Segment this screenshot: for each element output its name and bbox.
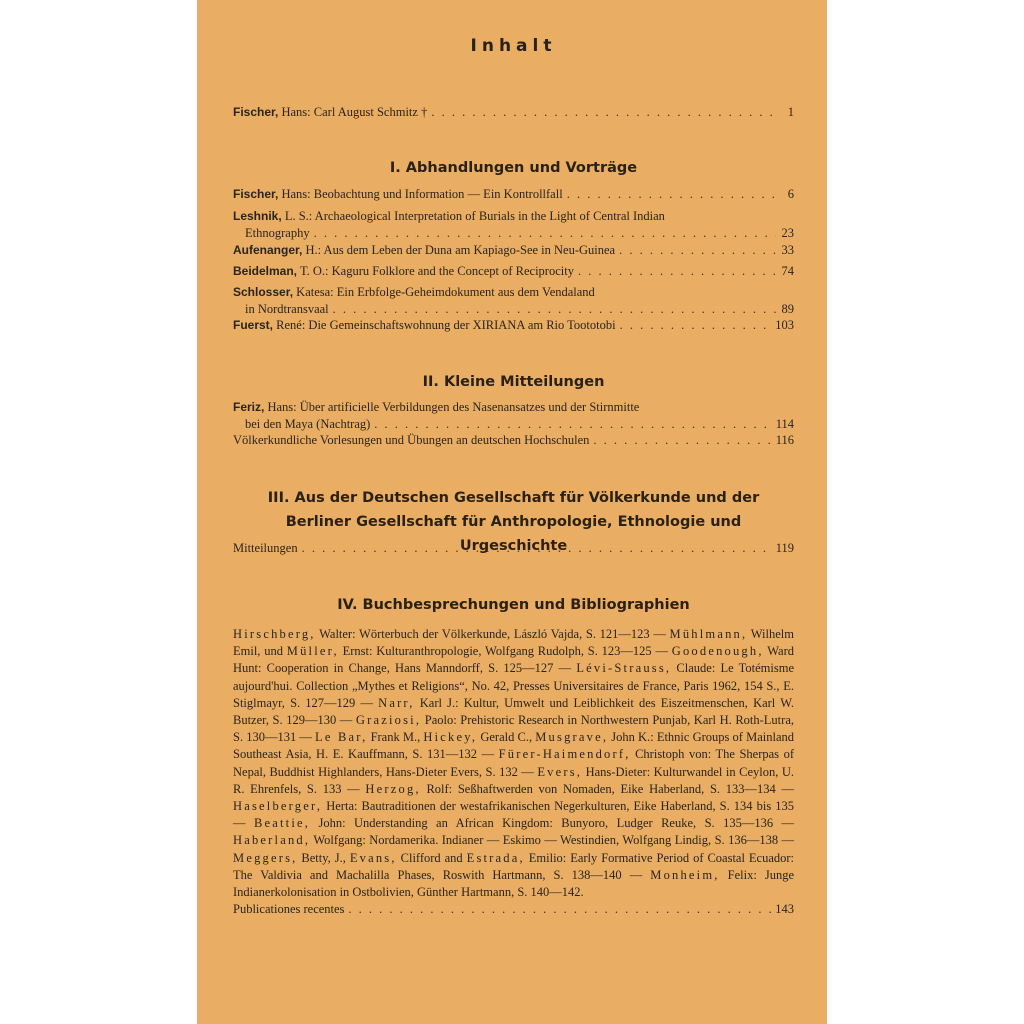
reviewed-author: Müller, — [286, 644, 339, 659]
entry-page: 114 — [775, 417, 794, 431]
leader-dots — [578, 263, 776, 280]
entry-title: L. S.: Archaeological Interpretation of Burials in the Light of Central Indian — [284, 209, 665, 223]
leader-dots — [374, 416, 771, 433]
toc-entry — [233, 399, 794, 433]
entry-title: Hans: Beobachtung und Information — Ein Kontrollfall — [281, 187, 563, 201]
entry-title: Publicationes recentes — [233, 902, 345, 917]
leader-dots — [348, 901, 771, 918]
entry-title: Hans: Carl August Schmitz † — [281, 105, 428, 119]
entry-page: 116 — [775, 433, 794, 447]
reviewed-author: Mühlmann, — [669, 627, 748, 641]
book-reviews-text — [233, 627, 794, 899]
reviewed-author: Meggers, — [233, 850, 298, 865]
entry-title: H.: Aus dem Leben der Duna am Kapiago-See in Neu-Guinea — [305, 243, 616, 257]
reviewed-author: Beattie, — [253, 816, 311, 831]
review-text: Felix: Junge Indianerkolonisation in Ostbolivien, Günther Hartmann, S. 140—142. — [233, 867, 794, 900]
reviewed-author: Musgrave, — [535, 730, 609, 745]
book-reviews-paragraph — [233, 626, 794, 918]
review-text: Frank M., — [367, 730, 424, 745]
toc-entry — [233, 263, 794, 280]
toc-entry — [233, 540, 794, 557]
review-text: John: Understanding an African Kingdom: Bunyoro, Ludger Reuke, S. 135—136 — — [310, 816, 794, 831]
entry-author: Leshnik, — [233, 209, 282, 223]
entry-title: Völkerkundliche Vorlesungen und Übungen an deutschen Hochschulen — [233, 433, 590, 447]
document-page — [197, 0, 827, 1024]
toc-entry — [233, 284, 794, 318]
reviewed-author: Hirschberg, — [233, 627, 316, 641]
entry-author: Feriz, — [233, 400, 265, 414]
section-heading-4: IV. Buchbesprechungen und Bibliographien — [337, 597, 690, 613]
entry-title-cont: in Nordtransvaal — [245, 302, 329, 316]
reviewed-author: Goodenough, — [671, 644, 764, 659]
toc-entry — [233, 901, 794, 918]
toc-entry — [233, 242, 794, 259]
review-text: Ward Hunt: Cooperation in Change, Hans Manndorff, S. 125—127 — — [233, 644, 794, 676]
reviewed-author: Graziosi, — [355, 713, 422, 728]
reviewed-author: Fürer-Haimendorf, — [498, 747, 631, 762]
entry-page: 33 — [781, 243, 794, 257]
review-text: Gerald C., — [477, 730, 536, 745]
leader-dots — [302, 540, 772, 557]
entry-author: Schlosser, — [233, 285, 294, 299]
entry-author: Beidelman, — [233, 264, 298, 278]
review-text: Herta: Bautraditionen der westafrikanischen Negerkulturen, Eike Haberland, S. 134 bis 135 — — [233, 799, 794, 831]
reviewed-author: Evers, — [537, 764, 583, 779]
entry-page: 74 — [781, 264, 794, 278]
reviewed-author: Herzog, — [365, 781, 421, 796]
entry-title: Katesa: Ein Erbfolge-Geheimdokument aus dem Vendaland — [296, 285, 595, 299]
leader-dots — [619, 242, 776, 259]
toc-entry — [233, 317, 794, 334]
entry-title-cont: bei den Maya (Nachtrag) — [245, 417, 371, 431]
reviewed-author: Estrada, — [466, 850, 525, 865]
leader-dots — [567, 186, 776, 203]
reviewed-author: Evans, — [349, 850, 397, 865]
review-text: Emilio: Early Formative Period of Coastal Ecuador: The Valdivia and Machalilla Phases, Roswith Hartmann, S. 138—140 — — [233, 850, 795, 882]
reviewed-author: Haberland, — [233, 833, 311, 848]
entry-title: René: Die Gemeinschaftswohnung der XIRIANA am Rio Toototobi — [276, 318, 616, 332]
leader-dots — [620, 317, 772, 334]
review-text: Claude: Le Totémisme aujourd'hui. Collection „Mythes et Religions“, No. 42, Presses Universitaires de France, Paris 1962, 154 S., E. Stiglmayr, S. 127—129 — — [233, 661, 794, 710]
reviewed-author: Monheim, — [650, 867, 720, 882]
review-text: Betty, J., — [297, 850, 350, 865]
toc-entry — [233, 432, 794, 449]
entry-title: T. O.: Kaguru Folklore and the Concept of Reciprocity — [299, 264, 574, 278]
section-heading-1: I. Abhandlungen und Vorträge — [389, 160, 638, 176]
leader-dots — [593, 432, 771, 449]
toc-entry — [233, 186, 794, 203]
review-text: Paolo: Prehistoric Research in Northwestern Punjab, Karl H. Roth-Lutra, S. 130—131 — — [233, 713, 794, 745]
reviewed-author: Lévi-Strauss, — [576, 661, 672, 676]
review-text: Clifford and — [396, 850, 467, 865]
reviewed-author: Hickey, — [423, 730, 478, 745]
review-text: Hans-Dieter: Kulturwandel in Ceylon, U. R. Ehrenfels, S. 133 — — [233, 764, 794, 796]
review-text: John K.: Ethnic Groups of Mainland Southeast Asia, H. E. Kauffmann, S. 131—132 — — [233, 730, 795, 762]
entry-page: 1 — [787, 105, 794, 119]
entry-author: Fischer, — [233, 187, 279, 201]
review-text: Christoph von: The Sherpas of Nepal, Buddhist Highlanders, Hans-Dieter Evers, S. 132 — — [233, 747, 794, 779]
review-text: Walter: Wörterbuch der Völkerkunde, László Vajda, S. 121—123 — — [315, 627, 670, 641]
review-text: Rolf: Seßhaftwerden von Nomaden, Eike Haberland, S. 133—134 — — [420, 781, 794, 796]
review-text: Ernst: Kulturanthropologie, Wolfgang Rudolph, S. 123—125 — — [338, 644, 672, 659]
entry-page: 89 — [781, 302, 794, 316]
toc-entry-intro — [233, 104, 794, 121]
entry-page: 103 — [775, 318, 794, 332]
entry-page: 23 — [781, 226, 794, 240]
reviewed-author: Narr, — [378, 695, 415, 710]
entry-title: Hans: Über artificielle Verbildungen des Nasenansatzes und der Stirnmitte — [267, 400, 640, 414]
leader-dots — [333, 301, 776, 318]
section-heading-2: II. Kleine Mitteilungen — [422, 374, 605, 390]
leader-dots — [314, 225, 776, 242]
entry-title: Mitteilungen — [233, 541, 298, 555]
entry-page: 119 — [775, 541, 794, 555]
page-title: Inhalt — [470, 36, 557, 56]
reviewed-author: Le Bar, — [315, 730, 368, 745]
section-heading-3-line2: Berliner Gesellschaft für Anthropologie, Ethnologie und Urgeschichte — [285, 514, 742, 554]
leader-dots — [431, 104, 776, 121]
reviewed-author: Haselberger, — [233, 799, 323, 814]
entry-author: Fuerst, — [233, 318, 274, 332]
toc-entry — [233, 208, 794, 242]
entry-author: Fischer, — [233, 105, 279, 119]
review-text: Karl J.: Kultur, Umwelt und Leiblichkeit des Eiszeitmenschen, Karl W. Butzer, S. 129—130 — — [233, 695, 794, 728]
entry-page: 143 — [775, 902, 794, 917]
entry-author: Aufenanger, — [233, 243, 303, 257]
entry-page: 6 — [787, 187, 794, 201]
entry-title-cont: Ethnography — [245, 226, 310, 240]
review-text: Wolfgang: Nordamerika. Indianer — Eskimo — Westindien, Wolfgang Lindig, S. 136—138 — — [310, 833, 794, 848]
section-heading-3-line1: III. Aus der Deutschen Gesellschaft für Völkerkunde und der — [267, 490, 760, 506]
review-text: Wilhelm Emil, und — [233, 627, 795, 659]
